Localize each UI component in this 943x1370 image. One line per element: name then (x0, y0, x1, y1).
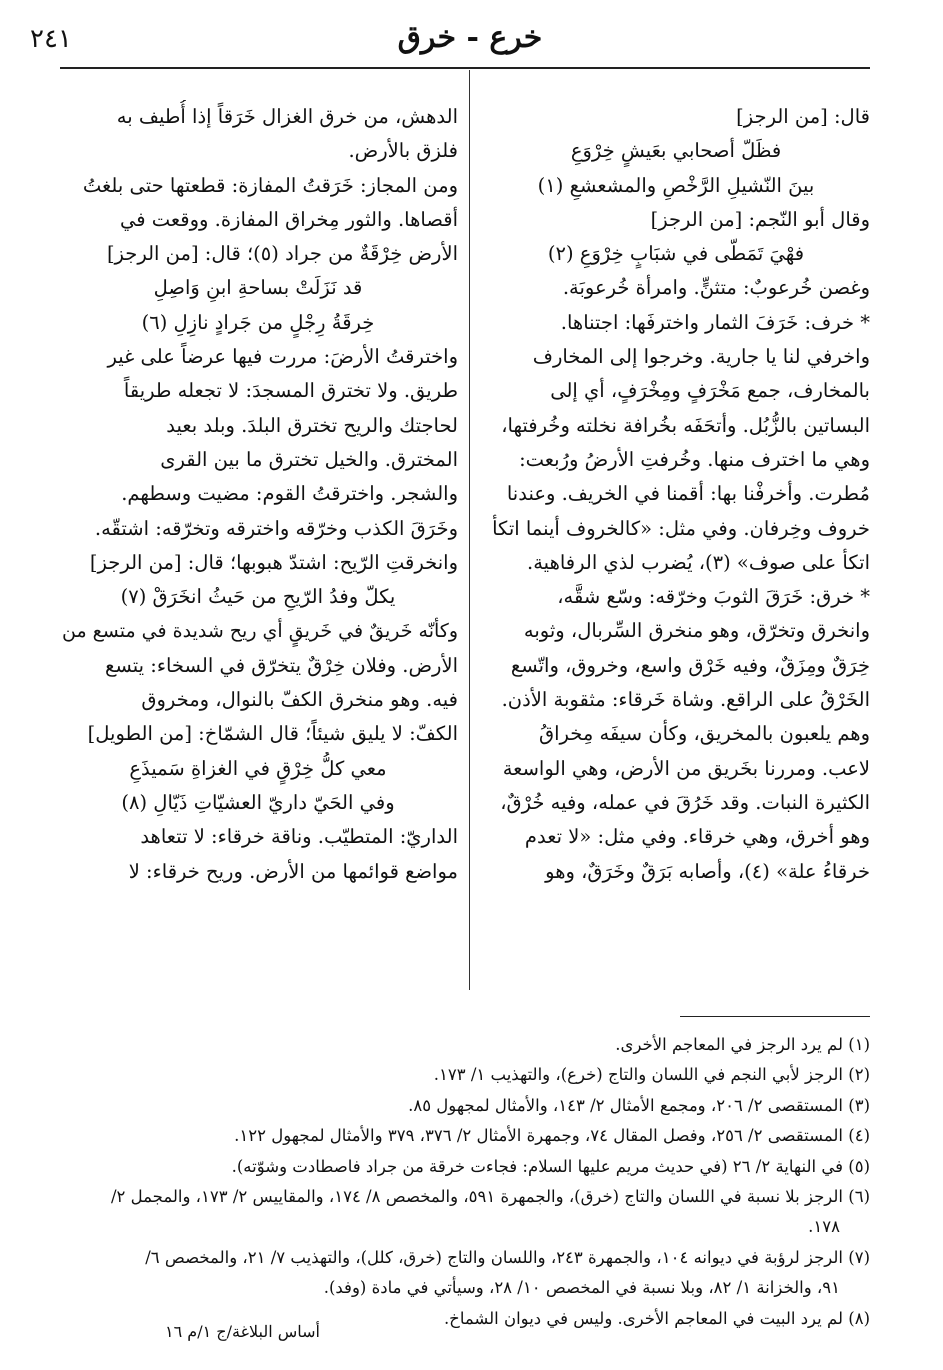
text-line: وخَرَقَ الكذب وخرّقه واخترقه وتخرّقه: اشتقّه. (94, 516, 458, 540)
text-line: أقصاها. والثور مِخراق المفازة. ووقعت في (119, 207, 458, 231)
text-line: فيه. وهو منخرق الكفّ بالنوال، ومخروق (141, 688, 458, 712)
text-line: خِرَقٌ ومِزَقٌ، وفيه خَرْق واسع، وخروق، واتّسع (510, 653, 870, 677)
text-line: الأرض. وفلان خِرْقٌ يتخرّق في السخاء: يتسع (104, 653, 458, 677)
text-line: خروف وخِرفان. وفي مثل: «كالخروف أينما اتكأ (492, 516, 870, 540)
text-line: وكأنّه خَريقٌ في خَريقٍ أي ريح شديدة في متسع من (61, 620, 458, 643)
footnote-line: (٢) الرجز لأبي النجم في اللسان والتاج (خرع)، والتهذيب ١/ ١٧٣. (433, 1065, 870, 1085)
text-line: فلزق بالأرض. (348, 139, 458, 163)
text-line: المخترق. والخيل تخترق ما بين القرى (160, 447, 458, 471)
text-line: لحاجتك والريح تخترق البلدَ. وبلد بعيد (166, 413, 458, 437)
page-title: خرع - خرق (397, 20, 543, 55)
text-line: الخَرْقُ على الراقع. وشاة خَرقاء: مثقوبة الأذن. (501, 688, 870, 712)
verse-line: معي كلُّ خِرْقٍ في الغزاةِ سَميذَعِ (129, 756, 387, 780)
page-number: ٢٤١ (30, 24, 72, 54)
verse-line: وفي الحَيّ داريّ العشيّاتِ ذَيّالِ (٨) (121, 790, 395, 814)
text-line: وانخرق وتخرّق، وهو منخرق السِّربال، وثوبه (523, 619, 870, 643)
text-line: مواضع قوائمها من الأرض. وريح خرقاء: لا (128, 859, 458, 883)
footnote-line: ٩١، والخزانة ١/ ٨٢، وبلا نسبة في المخصص ١٠/ ٢٨، وسيأتي في مادة (وفد). (323, 1278, 840, 1298)
text-line: خرقاءُ علة» (٤)، وأصابه بَرَقٌ وخَرَقٌ، وهو (545, 859, 870, 883)
text-line: وهم يلعبون بالمخريق، وكأن سيفَه مِخراقُ (539, 722, 870, 746)
text-line: وهي ما اخترف منها. وخُرفتِ الأرضُ ورُبعت: (519, 447, 870, 471)
footnote-line: (٨) لم يرد البيت في المعاجم الأخرى. وليس في ديوان الشماخ. (443, 1308, 870, 1328)
verse-line: قد نَزَلَتْ بساحةِ ابنِ وَاصِلِ (153, 276, 363, 300)
footnote-line: (٦) الرجز بلا نسبة في اللسان والتاج (خرق)، والجمهرة ٥٩١، والمخصص ٨/ ١٧٤، والمقاييس ٢/ ١٧٣، والمجمل ٢/ (110, 1186, 870, 1206)
footnote-line: (١) لم يرد الرجز في المعاجم الأخرى. (615, 1035, 870, 1054)
text-line: ومن المجاز: خَرَقتُ المفازة: قطعتها حتى بلغتُ (82, 173, 458, 197)
left-column (58, 100, 458, 990)
column-separator (469, 70, 470, 990)
text-line: وهو أخرق، وهي خرقاء. وفي مثل: «لا تعدم (524, 825, 870, 849)
footnote-rule (680, 1016, 870, 1017)
text-line: الداريّ: المتطيّب. وناقة خرقاء: لا تتعاهد (140, 825, 458, 849)
text-line: واخرفي لنا يا جارية. وخرجوا إلى المخارف (532, 345, 870, 369)
footnote-line: (٥) في النهاية ٢/ ٢٦ (في حديث مريم عليها السلام: فجاءت خرقة من جراد فاصطادت وشوّته). (231, 1156, 870, 1176)
text-line: طريق. ولا تخترق المسجدَ: لا تجعله طريقاً (123, 379, 458, 403)
verse-line: فهْيَ تَمَطّى في شبَابٍ خِرْوَعِ (٢) (547, 242, 805, 266)
verse-line: يكلّ وفدُ الرّيحِ من حَيثُ انخَرَقْ (٧) (120, 585, 396, 609)
verse-line: فظَلّ أصحابي بعَيشٍ خِرْوَعِ (570, 139, 782, 163)
text-line: والشجر. واخترقتُ القوم: مضيت وسطهم. (121, 482, 458, 506)
verse-line: بينَ النّشيلِ الرَّخْصِ والمشعشعِ (١) (537, 173, 815, 197)
text-line: لاعب. ومررنا بخَريق من الأرض، وهي الواسعة (502, 756, 870, 780)
verse-line: خِرقَةُ رِجْلٍ من جَرادٍ نازِلِ (٦) (141, 310, 375, 334)
footnote-line: (٣) المستقصى ٢/ ٢٠٦، ومجمع الأمثال ٢/ ١٤٣، والأمثال لمجهول ٨٥. (408, 1095, 870, 1115)
text-line: البساتين بالزُّبُل. وأتحَفَه بخُرافة نخلته وخُرفتها، (501, 413, 870, 437)
header-rule (60, 67, 870, 69)
signature-mark: أساس البلاغة/ج ١/م ١٦ (165, 1322, 320, 1341)
text-line: * خرف: خَرَفَ الثمار واخترفَها: اجتناها. (560, 310, 870, 334)
text-line: بالمخارف، جمع مَخْرَفٍ ومِخْرَفٍ، أي إلى (550, 379, 870, 403)
text-line: وقال أبو النّجم: [من الرجز] (650, 207, 870, 231)
text-line: وغصن خُرعوبٌ: متثنٍّ. وامرأة خُرعوبَة. (562, 276, 870, 300)
footnote-line: ١٧٨. (808, 1217, 840, 1237)
text-line: الأرض خِرْقَةٌ من جراد (٥)؛ قال: [من الرجز] (106, 242, 458, 266)
footnotes (60, 1030, 870, 1334)
text-line: مُطرت. وأخرفْنا بها: أقمنا في الخريف. وعندنا (506, 482, 870, 506)
right-column (482, 100, 870, 990)
text-line: قال: [من الرجز] (736, 105, 870, 128)
text-line: واخترقتُ الأرضَ: مررت فيها عرضاً على غير (107, 345, 458, 369)
footnote-line: (٤) المستقصى ٢/ ٢٥٦، وفصل المقال ٧٤، وجمهرة الأمثال ٢/ ٣٧٦، ٣٧٩ والأمثال لمجهول ١٢٢. (234, 1126, 870, 1146)
text-line: الكثيرة النبات. وقد خَرُقَ في عمله، وفيه خُرْقٌ، (500, 790, 870, 814)
text-line: وانخرقتِ الرّيح: اشتدّ هبوبها؛ قال: [من الرجز] (89, 550, 458, 574)
text-line: * خرق: خَرَقَ الثوبَ وخرّقه: وسّع شقَّه، (557, 585, 870, 609)
footnote-line: (٧) الرجز لرؤبة في ديوانه ١٠٤، والجمهرة ٢٤٣، واللسان والتاج (خرق، كلل)، والتهذيب ٧/ ٢١، والمخصص ٦/ (145, 1247, 870, 1267)
text-line: اتكأ على صوف» (٣)، يُضرب لذي الرفاهية. (527, 550, 870, 574)
text-line: الكفّ: لا يليق شيئاً؛ قال الشمّاخ: [من الطويل] (87, 722, 458, 746)
text-line: الدهش، من خرق الغزال خَرَقاً إذا أُطيف به (116, 105, 458, 128)
